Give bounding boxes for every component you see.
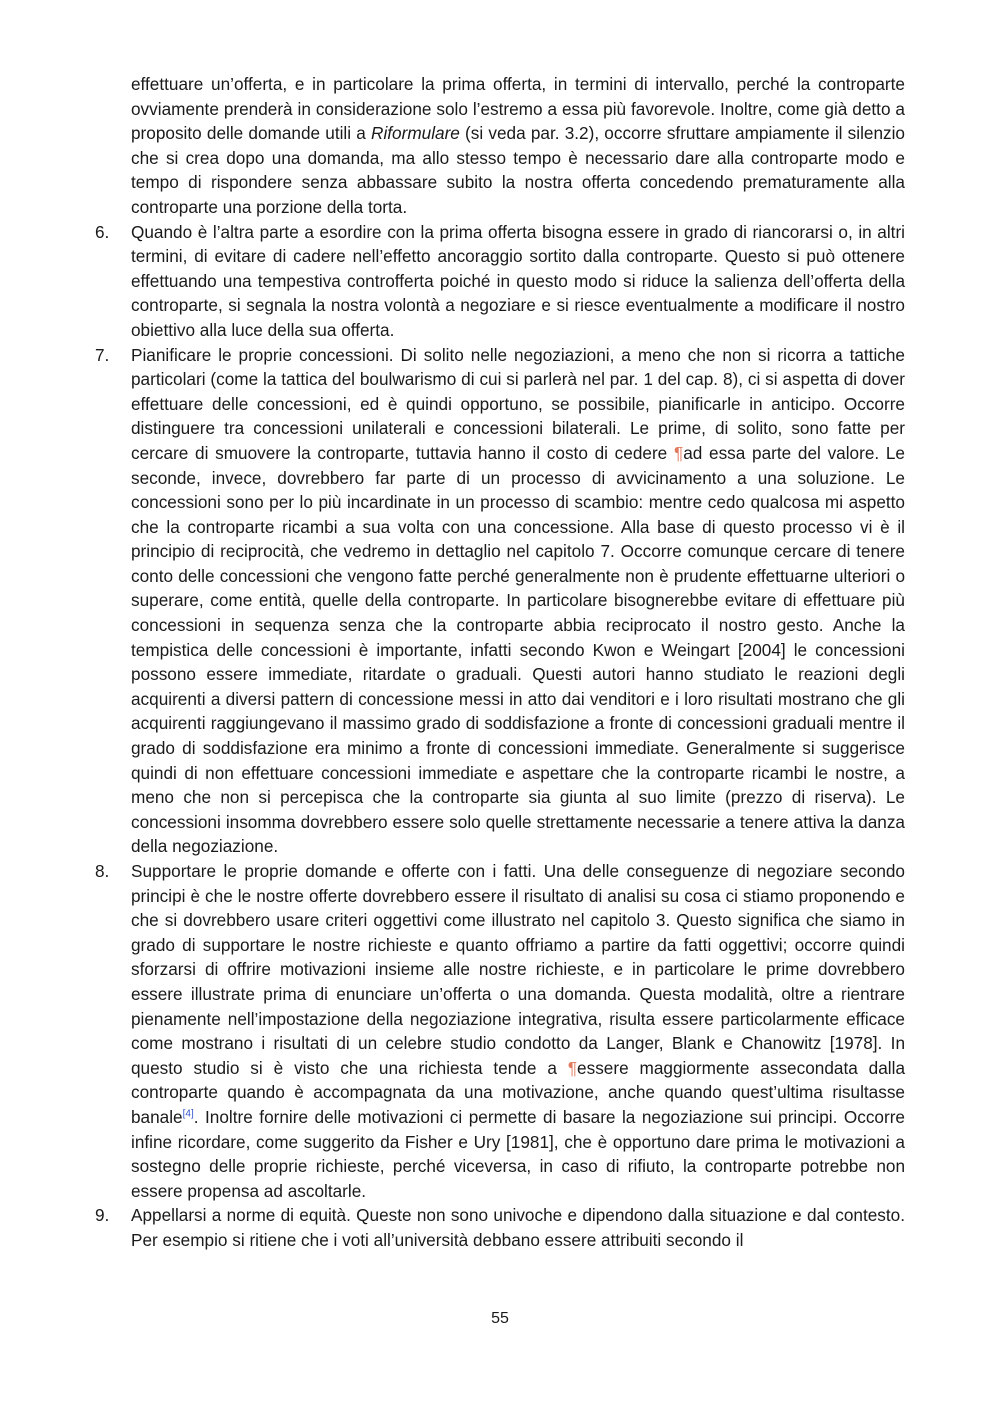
page-body xyxy=(95,72,905,1253)
paragraph-text: effettuare un’offerta, e in particolare la prima offerta, in termini di intervallo, perché la controparte ovviamente prenderà in considerazione solo l’estremo a essa più favorevole. Inoltre, come già detto a proposito delle domande utili a xyxy=(131,74,905,144)
list-number: 8. xyxy=(95,861,110,881)
paragraph-text: ad essa parte del valore. Le seconde, invece, dovrebbero far parte di un processo di avvicinamento a una soluzione. Le concessioni sono per lo più incardinate in un processo di scambio: mentre cedo qualcosa mi aspetto che la controparte ricambi a sua volta con una concessione. Alla base di questo processo vi è il principio di reciprocità, che vedremo in dettaglio nel capitolo 7. Occorre comunque cercare di tenere conto delle concessioni che vengono fatte perché generalmente non è prudente effettuarne ulteriori o superare, come entità, quelle della controparte. In particolare bisognerebbe evitare di effettuare più concessioni in sequenza senza che la controparte abbia reciprocato il nostro gesto. Anche la tempistica delle concessioni è importante, infatti secondo Kwon e Weingart [2004] le concessioni possono essere immediate, ritardate o graduali. Questi autori hanno studiato le reazioni degli acquirenti a diversi pattern di concessione messi in atto dai venditori e i loro risultati mostrano che gli acquirenti raggiungevano il massimo grado di soddisfazione a fronte di concessioni graduali mentre il grado di soddisfazione era minimo a fronte di concessioni immediate. Generalmente si suggerisce quindi di non effettuare concessioni immediate e aspettare che la controparte ricambi le nostre, a meno che non si percepisca che la controparte sia giunta al suo limite (prezzo di riserva). Le concessioni insomma dovrebbero essere solo quelle strettamente necessarie a tenere attiva la danza della negoziazione. xyxy=(131,442,905,857)
page-number: 55 xyxy=(491,1310,509,1327)
list-number: 7. xyxy=(95,344,110,365)
list-item-6 xyxy=(95,220,905,343)
list-item-7 xyxy=(95,343,905,859)
list-item-text xyxy=(131,859,905,1203)
list-item-8 xyxy=(95,859,905,1203)
list-number: 6. xyxy=(95,221,110,242)
paragraph-continuation xyxy=(131,72,905,220)
paragraph-text: (si veda par. 3.2), occorre sfruttare ampiamente il silenzio che si crea dopo una domanda, ma allo stesso tempo è necessario dare alla controparte modo e tempo di rispondere senza abbassare subito la nostra offerta concedendo prematuramente alla controparte una porzione della torta. xyxy=(131,123,905,217)
list-item-text: Appellarsi a norme di equità. Queste non sono univoche e dipendono dalla situazione e dal contesto. Per esempio si ritiene che i voti all’università debbano essere attribuiti secondo il xyxy=(131,1205,905,1250)
list-item-continuation xyxy=(95,72,905,220)
list-item-text: Quando è l’altra parte a esordire con la prima offerta bisogna essere in grado di riancorarsi o, in altri termini, di evitare di cadere nell’effetto ancoraggio sortito dalla controparte. Questo si può ottenere effettuando una tempestiva controfferta poiché in questo modo si riduce la salienza dell’offerta della controparte, si segnala la nostra volontà a negoziare e si riesce eventualmente a modificare il nostro obiettivo alla luce della sua offerta. xyxy=(131,221,905,340)
paragraph-text: Pianificare le proprie concessioni. Di solito nelle negoziazioni, a meno che non si ricorra a tattiche particolari (come la tattica del boulwarismo di cui si parlerà nel par. 1 del cap. 8), ci si aspetta di dover effettuare delle concessioni, ed è quindi opportuno, se possibile, pianificarle in anticipo. Occorre distinguere tra concessioni unilaterali e concessioni bilaterali. Le prime, di solito, sono fatte per cercare di smuovere la controparte, tuttavia hanno il costo di cedere xyxy=(131,344,905,463)
paragraph-text: essere maggiormente assecondata dalla controparte quando è accompagnata da una motivazione, anche quando quest’ultima risultasse banale xyxy=(131,1057,905,1127)
pilcrow-mark: ¶ xyxy=(567,1057,578,1078)
list-item-text xyxy=(131,343,905,859)
italic-term: Riformulare xyxy=(371,123,460,144)
paragraph-text: Supportare le proprie domande e offerte con i fatti. Una delle conseguenze di negoziare secondo principi è che le nostre offerte dovrebbero essere il risultato di analisi su cosa ci stiamo proponendo e che si dovrebbero usare criteri oggettivi come illustrato nel capitolo 3. Questo significa che siamo in grado di supportare le nostre richieste e quanto offriamo a partire da fatti oggettivi; occorre quindi sforzarsi di offrire motivazioni insieme alle nostre richieste, e in particolare le prime dovrebbero essere illustrate prima di enunciare un’offerta o una domanda. Questa modalità, oltre a rientrare pienamente nell’impostazione della negoziazione integrativa, risulta essere particolarmente efficace come mostrano i risultati di un celebre studio condotto da Langer, Blank e Chanowitz [1978]. In questo studio si è visto che una richiesta tende a xyxy=(131,861,905,1078)
pilcrow-mark: ¶ xyxy=(673,442,684,463)
paragraph-text: . Inoltre fornire delle motivazioni ci permette di basare la negoziazione sui principi. Occorre infine ricordare, come suggerito da Fisher e Ury [1981], che è opportuno dare prima le motivazioni a sostegno delle proprie richieste, perché viceversa, in caso di rifiuto, la controparte potrebbe non essere propensa ad ascoltarle. xyxy=(131,1106,905,1201)
list-number: 9. xyxy=(95,1205,110,1226)
footnote-link[interactable]: [4] xyxy=(182,1108,194,1120)
list-item-9 xyxy=(95,1203,905,1252)
